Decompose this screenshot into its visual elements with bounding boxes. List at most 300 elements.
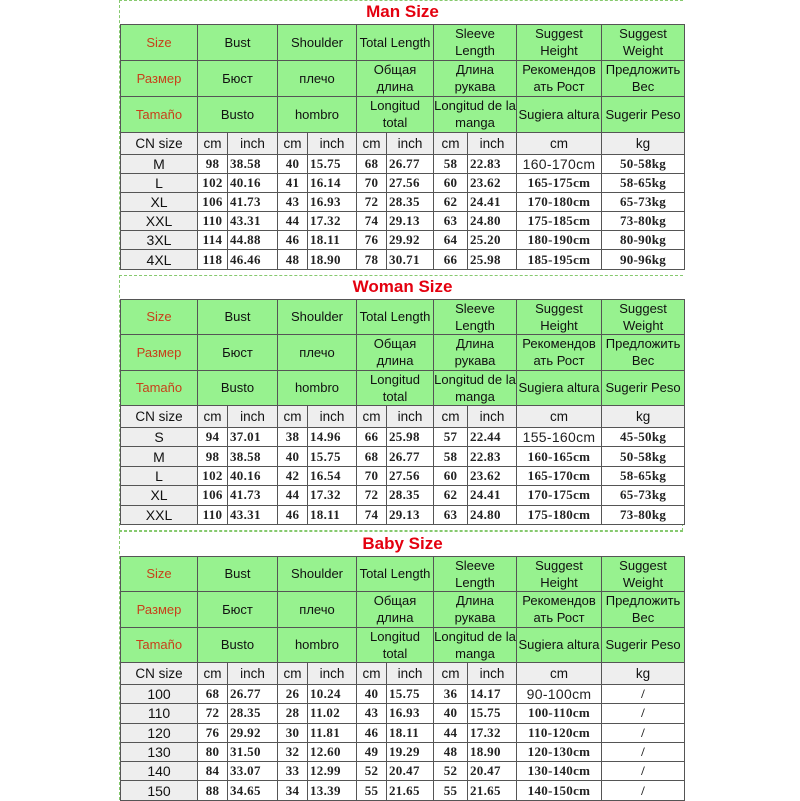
value-cell: 73-80kg (602, 505, 685, 524)
unit-label: inch (387, 406, 434, 428)
unit-label: cm (357, 132, 387, 154)
value-cell: 18.11 (387, 723, 434, 742)
header-sleeve-length-en: Sleeve Length (434, 24, 517, 60)
value-cell: 175-185cm (517, 212, 602, 231)
value-cell: 23.62 (468, 466, 517, 485)
value-cell: 58 (434, 447, 468, 466)
value-cell: 65-73kg (602, 486, 685, 505)
value-cell: 42 (278, 466, 308, 485)
value-cell: 130-140cm (517, 762, 602, 781)
unit-label: inch (228, 406, 278, 428)
value-cell: 40 (357, 685, 387, 704)
header-size-en: Size (121, 24, 198, 60)
value-cell: 98 (198, 447, 228, 466)
header-bust-es: Busto (198, 96, 278, 132)
value-cell: 43.31 (228, 212, 278, 231)
value-cell: 170-180cm (517, 192, 602, 211)
value-cell: 64 (434, 231, 468, 250)
header-suggest-height-en: Suggest Height (517, 556, 602, 592)
header-bust-es: Busto (198, 627, 278, 663)
man-size-section (119, 0, 683, 270)
value-cell: 58-65kg (602, 466, 685, 485)
header-sleeve-length-en: Sleeve Length (434, 299, 517, 335)
value-cell: 40.16 (228, 173, 278, 192)
value-cell: 106 (198, 486, 228, 505)
value-cell: 26.77 (387, 447, 434, 466)
value-cell: 30 (278, 723, 308, 742)
value-cell: 80 (198, 742, 228, 761)
size-cell: XXL (121, 212, 198, 231)
unit-label: inch (387, 663, 434, 685)
table-row (121, 762, 685, 781)
size-cell: S (121, 428, 198, 447)
value-cell: 17.32 (468, 723, 517, 742)
table-row (121, 466, 685, 485)
header-suggest-height-ru: Рекомендов ать Рост (517, 335, 602, 371)
value-cell: 33 (278, 762, 308, 781)
unit-label: CN size (121, 406, 198, 428)
header-suggest-weight-ru: Предложить Вес (602, 335, 685, 371)
value-cell: 52 (434, 762, 468, 781)
value-cell: 88 (198, 781, 228, 800)
size-cell: XXL (121, 505, 198, 524)
value-cell: 15.75 (308, 154, 357, 173)
value-cell: 44.88 (228, 231, 278, 250)
value-cell: 98 (198, 154, 228, 173)
value-cell: / (602, 781, 685, 800)
value-cell: 60 (434, 173, 468, 192)
size-cell: XL (121, 486, 198, 505)
unit-label: inch (308, 663, 357, 685)
value-cell: 16.14 (308, 173, 357, 192)
value-cell: 73-80kg (602, 212, 685, 231)
value-cell: 110 (198, 505, 228, 524)
header-suggest-height-en: Suggest Height (517, 24, 602, 60)
value-cell: 16.54 (308, 466, 357, 485)
header-suggest-height-ru: Рекомендов ать Рост (517, 60, 602, 96)
value-cell: 49 (357, 742, 387, 761)
header-shoulder-en: Shoulder (278, 299, 357, 335)
header-suggest-height-ru: Рекомендов ать Рост (517, 592, 602, 628)
value-cell: 60 (434, 466, 468, 485)
header-size-es: Tamaño (121, 370, 198, 406)
value-cell: 43 (278, 192, 308, 211)
header-sleeve-length-ru: Длина рукава (434, 60, 517, 96)
value-cell: 43 (357, 704, 387, 723)
value-cell: 29.13 (387, 505, 434, 524)
value-cell: 40 (278, 447, 308, 466)
value-cell: 27.56 (387, 466, 434, 485)
size-cell: M (121, 154, 198, 173)
unit-label: cm (278, 406, 308, 428)
unit-label: cm (198, 132, 228, 154)
value-cell: 72 (198, 704, 228, 723)
header-row-en (121, 24, 685, 60)
header-shoulder-es: hombro (278, 370, 357, 406)
value-cell: 22.83 (468, 154, 517, 173)
man-size-table (120, 1, 685, 270)
value-cell: 58 (434, 154, 468, 173)
header-shoulder-ru: плечо (278, 335, 357, 371)
value-cell: 106 (198, 192, 228, 211)
header-suggest-height-es: Sugiera altura (517, 370, 602, 406)
header-bust-en: Bust (198, 299, 278, 335)
table-row (121, 212, 685, 231)
unit-label: CN size (121, 663, 198, 685)
value-cell: 38 (278, 428, 308, 447)
value-cell: 48 (434, 742, 468, 761)
header-row-ru (121, 592, 685, 628)
value-cell: 70 (357, 173, 387, 192)
value-cell: 14.96 (308, 428, 357, 447)
unit-label: inch (468, 406, 517, 428)
value-cell: 33.07 (228, 762, 278, 781)
value-cell: 40 (278, 154, 308, 173)
size-cell: L (121, 466, 198, 485)
value-cell: 120-130cm (517, 742, 602, 761)
value-cell: 170-175cm (517, 486, 602, 505)
header-sleeve-length-en: Sleeve Length (434, 556, 517, 592)
value-cell: 15.75 (387, 685, 434, 704)
size-cell: M (121, 447, 198, 466)
value-cell: 41.73 (228, 192, 278, 211)
value-cell: 68 (357, 154, 387, 173)
header-row-en (121, 556, 685, 592)
value-cell: 114 (198, 231, 228, 250)
value-cell: 17.32 (308, 212, 357, 231)
value-cell: 48 (278, 250, 308, 269)
value-cell: 38.58 (228, 447, 278, 466)
value-cell: 90-96kg (602, 250, 685, 269)
unit-label: kg (602, 132, 685, 154)
value-cell: 74 (357, 212, 387, 231)
value-cell: 43.31 (228, 505, 278, 524)
header-size-ru: Размер (121, 60, 198, 96)
value-cell: 15.75 (468, 704, 517, 723)
value-cell: 74 (357, 505, 387, 524)
units-row (121, 406, 685, 428)
unit-label: inch (387, 132, 434, 154)
value-cell: 72 (357, 192, 387, 211)
header-shoulder-en: Shoulder (278, 24, 357, 60)
value-cell: 28.35 (387, 486, 434, 505)
value-cell: 25.98 (387, 428, 434, 447)
value-cell: 29.13 (387, 212, 434, 231)
value-cell: 44 (278, 212, 308, 231)
unit-label: cm (434, 663, 468, 685)
header-shoulder-ru: плечо (278, 592, 357, 628)
value-cell: 26 (278, 685, 308, 704)
unit-label: kg (602, 663, 685, 685)
value-cell: 28 (278, 704, 308, 723)
value-cell: 63 (434, 505, 468, 524)
header-size-ru: Размер (121, 335, 198, 371)
table-row (121, 723, 685, 742)
unit-label: cm (198, 406, 228, 428)
unit-label: inch (468, 132, 517, 154)
header-total-length-ru: Общая длина (357, 592, 434, 628)
value-cell: 55 (434, 781, 468, 800)
value-cell: 52 (357, 762, 387, 781)
header-bust-es: Busto (198, 370, 278, 406)
value-cell: 28.35 (387, 192, 434, 211)
unit-label: cm (278, 663, 308, 685)
header-sleeve-length-ru: Длина рукава (434, 592, 517, 628)
unit-label: cm (517, 132, 602, 154)
table-row (121, 447, 685, 466)
value-cell: 36 (434, 685, 468, 704)
size-cell: 100 (121, 685, 198, 704)
table-row (121, 685, 685, 704)
value-cell: 44 (434, 723, 468, 742)
header-shoulder-es: hombro (278, 96, 357, 132)
header-suggest-height-es: Sugiera altura (517, 96, 602, 132)
value-cell: 27.56 (387, 173, 434, 192)
table-row (121, 231, 685, 250)
size-cell: 110 (121, 704, 198, 723)
header-size-es: Tamaño (121, 96, 198, 132)
value-cell: 18.90 (308, 250, 357, 269)
value-cell: 57 (434, 428, 468, 447)
header-suggest-weight-ru: Предложить Вес (602, 592, 685, 628)
header-shoulder-en: Shoulder (278, 556, 357, 592)
value-cell: 84 (198, 762, 228, 781)
value-cell: 165-175cm (517, 173, 602, 192)
value-cell: 12.60 (308, 742, 357, 761)
value-cell: 11.81 (308, 723, 357, 742)
header-row-es (121, 627, 685, 663)
value-cell: 68 (198, 685, 228, 704)
value-cell: 76 (357, 231, 387, 250)
value-cell: 160-170cm (517, 154, 602, 173)
size-cell: 140 (121, 762, 198, 781)
header-suggest-weight-en: Suggest Weight (602, 24, 685, 60)
unit-label: inch (308, 132, 357, 154)
value-cell: 155-160cm (517, 428, 602, 447)
baby-size-section (119, 531, 683, 800)
value-cell: 18.11 (308, 505, 357, 524)
header-row-ru (121, 60, 685, 96)
size-cell: 150 (121, 781, 198, 800)
value-cell: 62 (434, 192, 468, 211)
baby-size-table (120, 532, 685, 801)
value-cell: 175-180cm (517, 505, 602, 524)
value-cell: 14.17 (468, 685, 517, 704)
header-size-en: Size (121, 556, 198, 592)
value-cell: 180-190cm (517, 231, 602, 250)
unit-label: cm (434, 406, 468, 428)
header-row-en (121, 299, 685, 335)
size-cell: 130 (121, 742, 198, 761)
value-cell: 22.83 (468, 447, 517, 466)
table-row (121, 154, 685, 173)
value-cell: / (602, 742, 685, 761)
value-cell: 66 (357, 428, 387, 447)
value-cell: 90-100cm (517, 685, 602, 704)
value-cell: 20.47 (468, 762, 517, 781)
value-cell: 55 (357, 781, 387, 800)
value-cell: 22.44 (468, 428, 517, 447)
value-cell: 72 (357, 486, 387, 505)
header-row-es (121, 96, 685, 132)
header-bust-ru: Бюст (198, 335, 278, 371)
value-cell: 46 (278, 505, 308, 524)
table-row (121, 704, 685, 723)
header-size-en: Size (121, 299, 198, 335)
value-cell: 20.47 (387, 762, 434, 781)
header-total-length-es: Longitud total (357, 96, 434, 132)
table-row (121, 742, 685, 761)
header-sleeve-length-es: Longitud de la manga (434, 628, 516, 661)
woman-size-table (120, 276, 685, 525)
value-cell: 118 (198, 250, 228, 269)
unit-label: inch (308, 406, 357, 428)
value-cell: 45-50kg (602, 428, 685, 447)
value-cell: / (602, 723, 685, 742)
header-sleeve-length-es: Longitud de la manga (434, 98, 516, 130)
value-cell: 28.35 (228, 704, 278, 723)
header-bust-en: Bust (198, 556, 278, 592)
unit-label: inch (228, 663, 278, 685)
value-cell: 34.65 (228, 781, 278, 800)
header-bust-ru: Бюст (198, 592, 278, 628)
value-cell: 80-90kg (602, 231, 685, 250)
header-size-ru: Размер (121, 592, 198, 628)
value-cell: 12.99 (308, 762, 357, 781)
value-cell: 46 (357, 723, 387, 742)
value-cell: 94 (198, 428, 228, 447)
value-cell: 24.41 (468, 486, 517, 505)
value-cell: 68 (357, 447, 387, 466)
unit-label: cm (357, 406, 387, 428)
value-cell: 17.32 (308, 486, 357, 505)
unit-label: cm (357, 663, 387, 685)
header-bust-en: Bust (198, 24, 278, 60)
value-cell: 21.65 (468, 781, 517, 800)
header-sleeve-length-es: Longitud de la manga (434, 371, 516, 404)
header-suggest-weight-en: Suggest Weight (602, 299, 685, 335)
table-row (121, 428, 685, 447)
value-cell: 46.46 (228, 250, 278, 269)
header-suggest-weight-es: Sugerir Peso (602, 627, 685, 663)
value-cell: 16.93 (387, 704, 434, 723)
value-cell: 26.77 (387, 154, 434, 173)
value-cell: 32 (278, 742, 308, 761)
table-row (121, 505, 685, 524)
value-cell: 13.39 (308, 781, 357, 800)
unit-label: inch (468, 663, 517, 685)
value-cell: 41 (278, 173, 308, 192)
table-row (121, 173, 685, 192)
value-cell: 31.50 (228, 742, 278, 761)
section-title: Woman Size (121, 276, 685, 299)
value-cell: 24.80 (468, 212, 517, 231)
units-row (121, 663, 685, 685)
value-cell: 29.92 (387, 231, 434, 250)
table-row (121, 781, 685, 800)
value-cell: 38.58 (228, 154, 278, 173)
value-cell: 58-65kg (602, 173, 685, 192)
unit-label: cm (198, 663, 228, 685)
header-total-length-en: Total Length (357, 556, 434, 592)
value-cell: 10.24 (308, 685, 357, 704)
value-cell: 30.71 (387, 250, 434, 269)
header-row-es (121, 370, 685, 406)
header-suggest-weight-ru: Предложить Вес (602, 60, 685, 96)
value-cell: 37.01 (228, 428, 278, 447)
value-cell: 40.16 (228, 466, 278, 485)
value-cell: 160-165cm (517, 447, 602, 466)
value-cell: 110-120cm (517, 723, 602, 742)
value-cell: 46 (278, 231, 308, 250)
unit-label: cm (517, 663, 602, 685)
unit-label: cm (434, 132, 468, 154)
value-cell: / (602, 762, 685, 781)
header-total-length-es: Longitud total (357, 370, 434, 406)
header-bust-ru: Бюст (198, 60, 278, 96)
value-cell: 78 (357, 250, 387, 269)
unit-label: cm (517, 406, 602, 428)
table-row (121, 192, 685, 211)
value-cell: 18.11 (308, 231, 357, 250)
value-cell: 102 (198, 466, 228, 485)
table-row (121, 250, 685, 269)
header-suggest-weight-es: Sugerir Peso (602, 370, 685, 406)
header-size-es: Tamaño (121, 627, 198, 663)
value-cell: 40 (434, 704, 468, 723)
units-row (121, 132, 685, 154)
header-shoulder-ru: плечо (278, 60, 357, 96)
value-cell: 66 (434, 250, 468, 269)
unit-label: cm (278, 132, 308, 154)
size-cell: 120 (121, 723, 198, 742)
value-cell: 102 (198, 173, 228, 192)
value-cell: 100-110cm (517, 704, 602, 723)
value-cell: 23.62 (468, 173, 517, 192)
header-total-length-ru: Общая длина (357, 60, 434, 96)
value-cell: 21.65 (387, 781, 434, 800)
table-row (121, 486, 685, 505)
value-cell: / (602, 685, 685, 704)
woman-size-section (119, 275, 683, 531)
value-cell: 50-58kg (602, 154, 685, 173)
value-cell: 19.29 (387, 742, 434, 761)
value-cell: 18.90 (468, 742, 517, 761)
header-total-length-es: Longitud total (357, 627, 434, 663)
value-cell: 24.80 (468, 505, 517, 524)
value-cell: 25.20 (468, 231, 517, 250)
header-row-ru (121, 335, 685, 371)
header-sleeve-length-ru: Длина рукава (434, 335, 517, 371)
value-cell: 41.73 (228, 486, 278, 505)
size-cell: 4XL (121, 250, 198, 269)
size-cell: XL (121, 192, 198, 211)
section-title: Baby Size (121, 532, 685, 556)
value-cell: 185-195cm (517, 250, 602, 269)
header-shoulder-es: hombro (278, 627, 357, 663)
value-cell: 16.93 (308, 192, 357, 211)
value-cell: 25.98 (468, 250, 517, 269)
value-cell: 24.41 (468, 192, 517, 211)
value-cell: 34 (278, 781, 308, 800)
value-cell: 63 (434, 212, 468, 231)
section-title: Man Size (121, 1, 685, 24)
value-cell: 50-58kg (602, 447, 685, 466)
header-suggest-weight-en: Suggest Weight (602, 556, 685, 592)
value-cell: 62 (434, 486, 468, 505)
value-cell: 29.92 (228, 723, 278, 742)
header-total-length-ru: Общая длина (357, 335, 434, 371)
